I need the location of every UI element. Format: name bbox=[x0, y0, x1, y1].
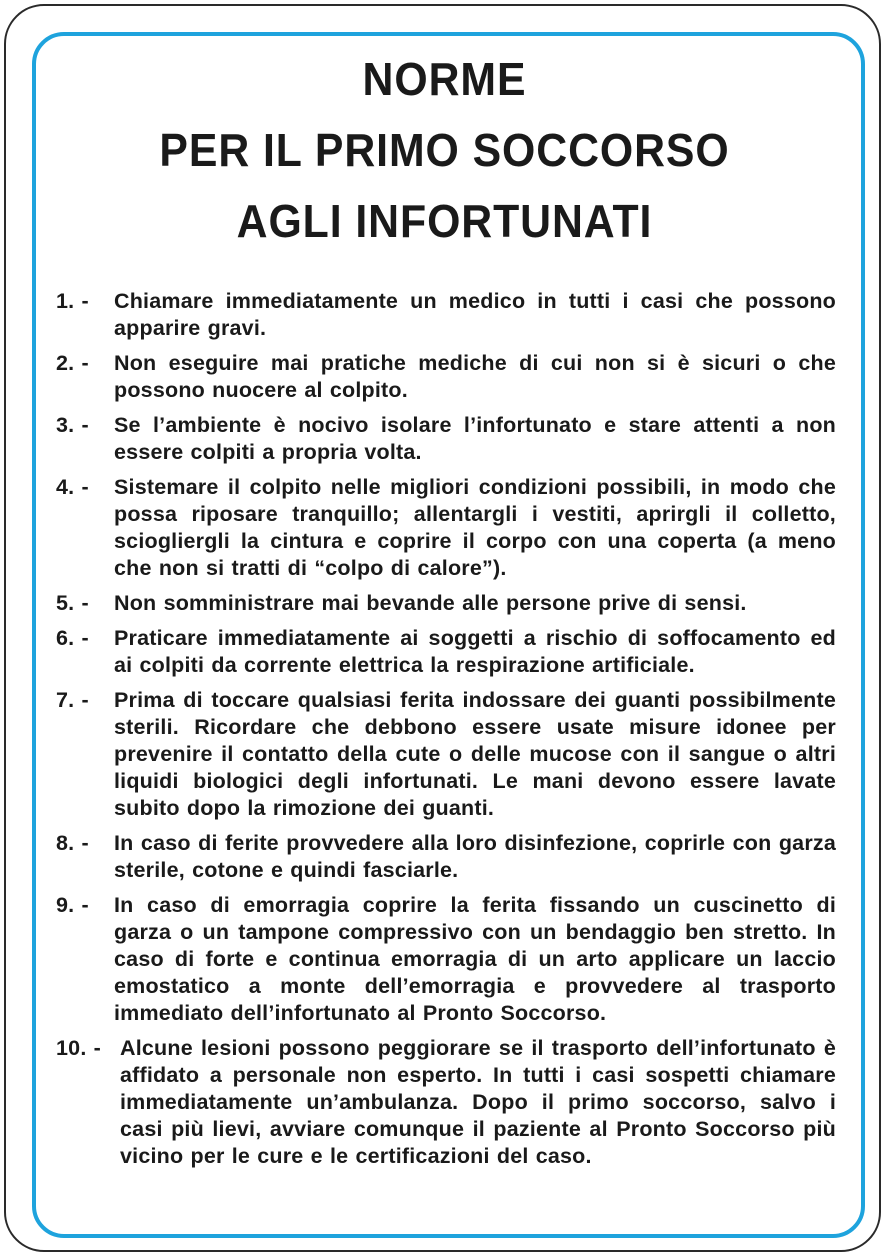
rule-item-4 bbox=[56, 474, 836, 582]
rule-item-2 bbox=[56, 350, 836, 404]
rule-number: 9. - bbox=[56, 893, 89, 917]
sign-title bbox=[31, 44, 858, 257]
rule-item-9 bbox=[56, 892, 836, 1027]
rule-text: Prima di toccare qualsiasi ferita indossare dei guanti possibilmente sterili. Ricordare che debbono essere usate misure idonee per prevenire il contatto della cute o delle mucose con il sangue o altri liquidi biologici degli infortunati. Le mani devono essere lavate subito dopo la rimozione dei guanti. bbox=[114, 688, 836, 820]
rule-text: Non somministrare mai bevande alle persone prive di sensi. bbox=[114, 591, 747, 615]
title-line-1: NORME bbox=[362, 53, 527, 105]
rule-item-3 bbox=[56, 412, 836, 466]
rule-number: 4. - bbox=[56, 475, 89, 499]
rule-item-8 bbox=[56, 830, 836, 884]
rule-item-5 bbox=[56, 590, 836, 617]
rules-list bbox=[56, 288, 836, 1178]
rule-number: 10. - bbox=[56, 1036, 102, 1060]
rule-number: 6. - bbox=[56, 626, 89, 650]
rule-number: 8. - bbox=[56, 831, 89, 855]
rule-text: Sistemare il colpito nelle migliori condizioni possibili, in modo che possa riposare tranquillo; allentargli i vestiti, aprirgli il colletto, sciogliergli la cintura e coprire il corpo con una coperta (a meno che non si tratti di “colpo di calore”). bbox=[114, 475, 836, 580]
rule-number: 5. - bbox=[56, 591, 89, 615]
rule-item-1 bbox=[56, 288, 836, 342]
title-line-3: AGLI INFORTUNATI bbox=[236, 195, 653, 247]
rule-text: In caso di ferite provvedere alla loro disinfezione, coprirle con garza sterile, cotone e quindi fasciarle. bbox=[114, 831, 836, 882]
rule-text: Alcune lesioni possono peggiorare se il trasporto dell’infortunato è affidato a personale non esperto. In tutti i casi sospetti chiamare immediatamente un’ambulanza. Dopo il primo soccorso, salvo i casi più lievi, avviare comunque il paziente al Pronto Soccorso più vicino per le cure e le certificazioni del caso. bbox=[120, 1036, 836, 1168]
rule-text: Non eseguire mai pratiche mediche di cui non si è sicuri o che possono nuocere al colpito. bbox=[114, 351, 836, 402]
rule-text: Praticare immediatamente ai soggetti a rischio di soffocamento ed ai colpiti da corrente elettrica la respirazione artificiale. bbox=[114, 626, 836, 677]
rule-number: 2. - bbox=[56, 351, 89, 375]
rule-item-6 bbox=[56, 625, 836, 679]
rule-number: 3. - bbox=[56, 413, 89, 437]
title-line-2: PER IL PRIMO SOCCORSO bbox=[159, 124, 730, 176]
rule-text: Se l’ambiente è nocivo isolare l’infortunato e stare attenti a non essere colpiti a propria volta. bbox=[114, 413, 836, 464]
rule-number: 1. - bbox=[56, 289, 89, 313]
rule-item-7 bbox=[56, 687, 836, 822]
rule-number: 7. - bbox=[56, 688, 89, 712]
rule-text: In caso di emorragia coprire la ferita fissando un cuscinetto di garza o un tampone compressivo con un bendaggio ben stretto. In caso di forte e continua emorragia di un arto applicare un laccio emostatico a monte dell’emorragia e provvedere al trasporto immediato dell’infortunato al Pronto Soccorso. bbox=[114, 893, 836, 1025]
rule-item-10 bbox=[56, 1035, 836, 1170]
rule-text: Chiamare immediatamente un medico in tutti i casi che possono apparire gravi. bbox=[114, 289, 836, 340]
